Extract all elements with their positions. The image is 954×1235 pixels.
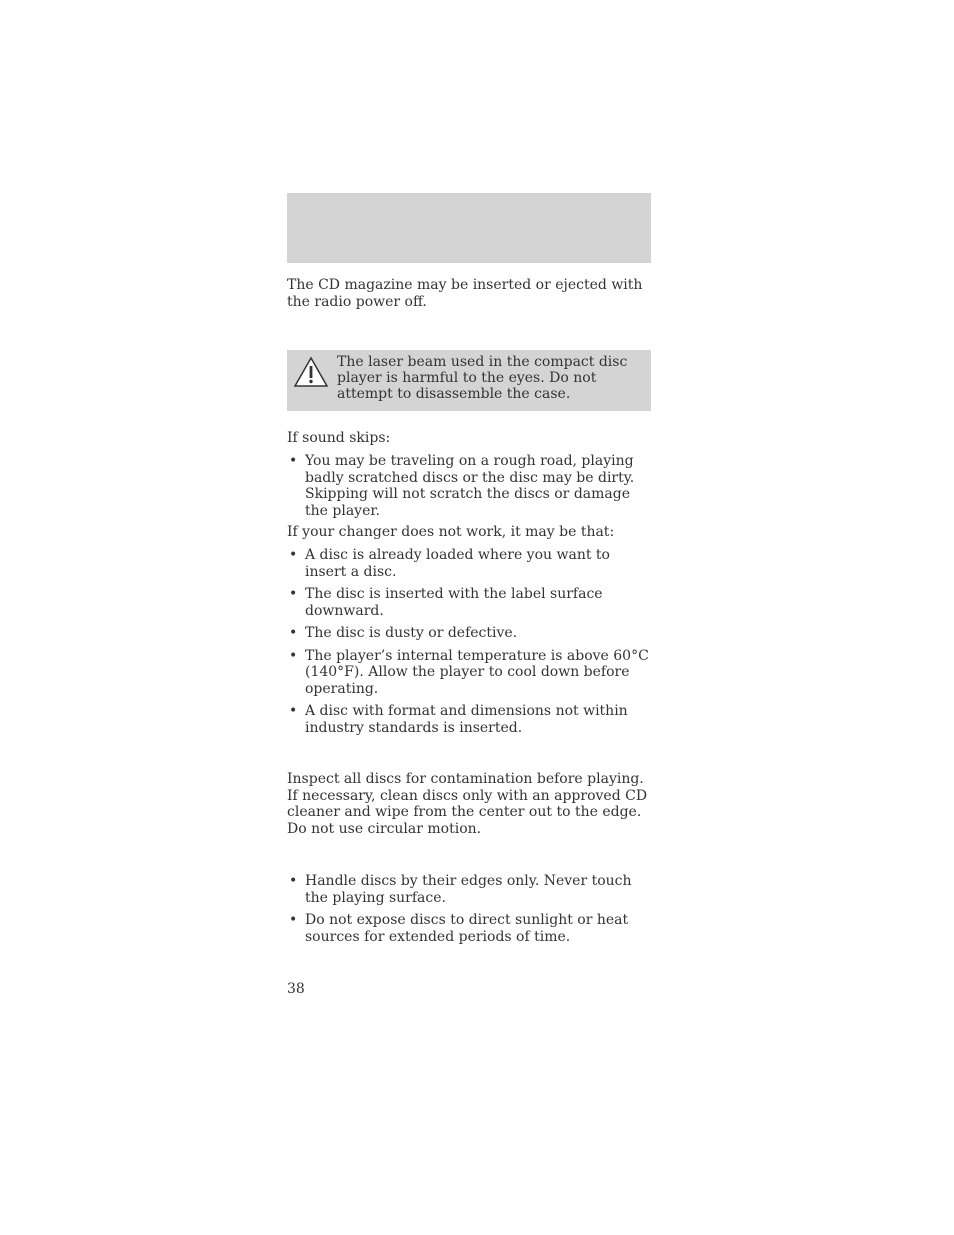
warning-text: The laser beam used in the compact disc player is harmful to the eyes. Do not attempt to disassemble the case.	[337, 354, 628, 402]
sound-skips-list	[287, 453, 651, 525]
sound-skips-heading: If sound skips:	[287, 430, 391, 446]
handling-list	[287, 873, 651, 951]
list-item: • The player’s internal temperature is above 60°C (140°F). Allow the player to cool down before operating.	[287, 648, 651, 698]
warning-triangle-icon	[293, 356, 329, 388]
list-item: • A disc is already loaded where you want to insert a disc.	[287, 547, 651, 580]
changer-list	[287, 547, 651, 742]
list-item: • Handle discs by their edges only. Never touch the playing surface.	[287, 873, 651, 906]
section-header-band	[287, 193, 651, 263]
intro-paragraph: The CD magazine may be inserted or ejected with the radio power off.	[287, 277, 643, 310]
list-item: • A disc with format and dimensions not within industry standards is inserted.	[287, 703, 651, 736]
warning-box	[287, 350, 651, 411]
inspect-paragraph: Inspect all discs for contamination before playing. If necessary, clean discs only with an approved CD cleaner and wipe from the center out to the edge. Do not use circular motion.	[287, 771, 648, 837]
list-item: • The disc is dusty or defective.	[287, 625, 651, 642]
list-item: • Do not expose discs to direct sunlight or heat sources for extended periods of time.	[287, 912, 651, 945]
list-item: • The disc is inserted with the label surface downward.	[287, 586, 651, 619]
list-item: • You may be traveling on a rough road, playing badly scratched discs or the disc may be dirty. Skipping will not scratch the discs or damage the player.	[287, 453, 651, 519]
changer-heading: If your changer does not work, it may be that:	[287, 524, 615, 540]
page-number: 38	[287, 981, 305, 997]
